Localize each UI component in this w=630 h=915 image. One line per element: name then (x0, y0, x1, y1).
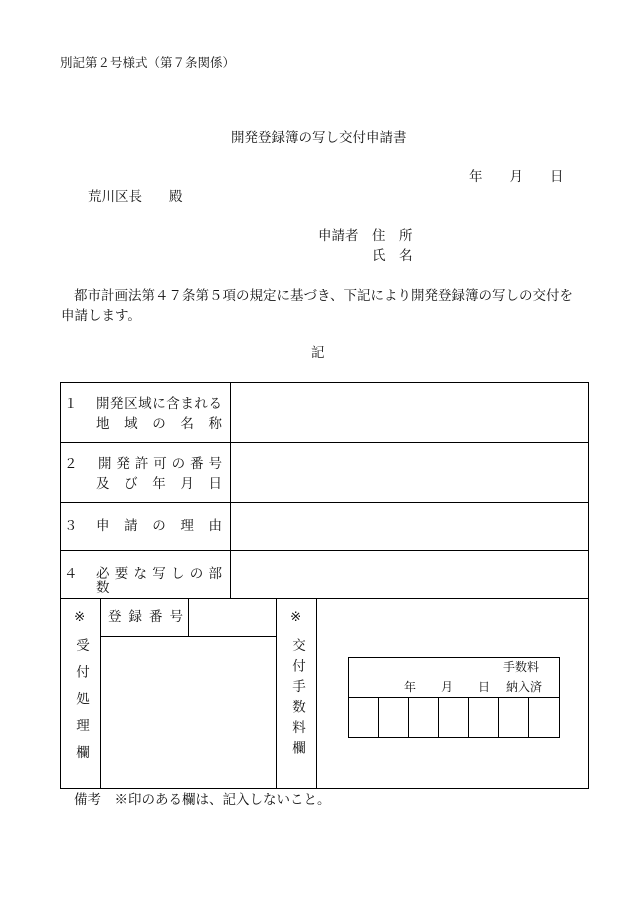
fee-area (317, 599, 588, 788)
registration-number-label-cell (101, 599, 189, 637)
row-application-reason (61, 503, 588, 551)
row-development-area-name (61, 383, 588, 443)
application-reason-value-cell (231, 503, 588, 550)
row-label-line-2: 及 び 年 月 日 (96, 476, 222, 492)
fee-date-year-label: 年 (404, 680, 417, 694)
row-label-cell (61, 551, 231, 598)
reception-label-vertical: 受付処理欄 (73, 638, 89, 772)
fee-entry-cell (469, 698, 499, 737)
fee-date-day-label: 日 (478, 680, 491, 694)
fee-mark: ※ (290, 609, 302, 625)
fee-paid-label: 納入済 (506, 680, 543, 694)
body-text-line-1: 都市計画法第４７条第５項の規定に基づき、下記により開発登録簿の写しの交付を (74, 288, 573, 304)
row-label-line-2: 地 域 の 名 称 (96, 416, 222, 432)
form-number: 別記第２号様式（第７条関係） (60, 55, 236, 70)
fee-entry-cell (409, 698, 439, 737)
reception-label-column (61, 599, 101, 788)
row-number: １ (64, 396, 78, 412)
fee-entry-cell (499, 698, 529, 737)
date-line: 年 月 日 (469, 169, 564, 185)
fee-label: 手数料 (503, 660, 540, 674)
fee-payment-table (348, 657, 560, 738)
applicant-address-label: 住 所 (372, 228, 413, 244)
row-copies-needed (61, 551, 588, 599)
fee-table-header (349, 658, 559, 698)
row-label-line-1: 開 発 許 可 の 番 号 (98, 456, 222, 472)
fee-date-month-label: 月 (441, 680, 454, 694)
row-label-cell (61, 383, 231, 442)
row-label-line-1: 開発区域に含まれる (96, 396, 222, 412)
reception-mark: ※ (74, 609, 86, 625)
reception-area (101, 599, 277, 788)
addressee: 荒川区長 殿 (88, 189, 183, 205)
row-permit-number-date (61, 443, 588, 503)
permit-number-date-value-cell (231, 443, 588, 502)
copies-needed-value-cell (231, 551, 588, 598)
registration-number-label: 登 録 番 号 (108, 609, 183, 625)
applicant-label: 申請者 (318, 228, 359, 244)
fee-entry-cell (439, 698, 469, 737)
form-table (60, 382, 589, 789)
row-number: ３ (64, 518, 78, 534)
fee-entry-cell (529, 698, 559, 737)
row-label-cell (61, 503, 231, 550)
fee-label-vertical: 交付手数料欄 (289, 638, 305, 761)
row-number: ４ (64, 566, 78, 582)
applicant-name-label: 氏 名 (372, 248, 413, 264)
reception-processing-area (101, 637, 276, 788)
office-use-section (61, 599, 588, 788)
form-title: 開発登録簿の写し交付申請書 (231, 130, 407, 146)
fee-entry-cell (349, 698, 379, 737)
record-heading: 記 (311, 345, 325, 361)
remarks-note: 備考 ※印のある欄は、記入しないこと。 (74, 792, 331, 808)
row-label-line-1: 申 請 の 理 由 (96, 518, 222, 534)
fee-label-column (277, 599, 317, 788)
body-text-line-2: 申請します。 (61, 308, 141, 324)
registration-number-value-cell (189, 599, 277, 637)
fee-entry-cell (379, 698, 409, 737)
row-label-cell (61, 443, 231, 502)
development-area-name-value-cell (231, 383, 588, 442)
row-number: ２ (64, 456, 78, 472)
row-label-line-1: 必 要 な 写 し の 部 数 (96, 566, 222, 596)
